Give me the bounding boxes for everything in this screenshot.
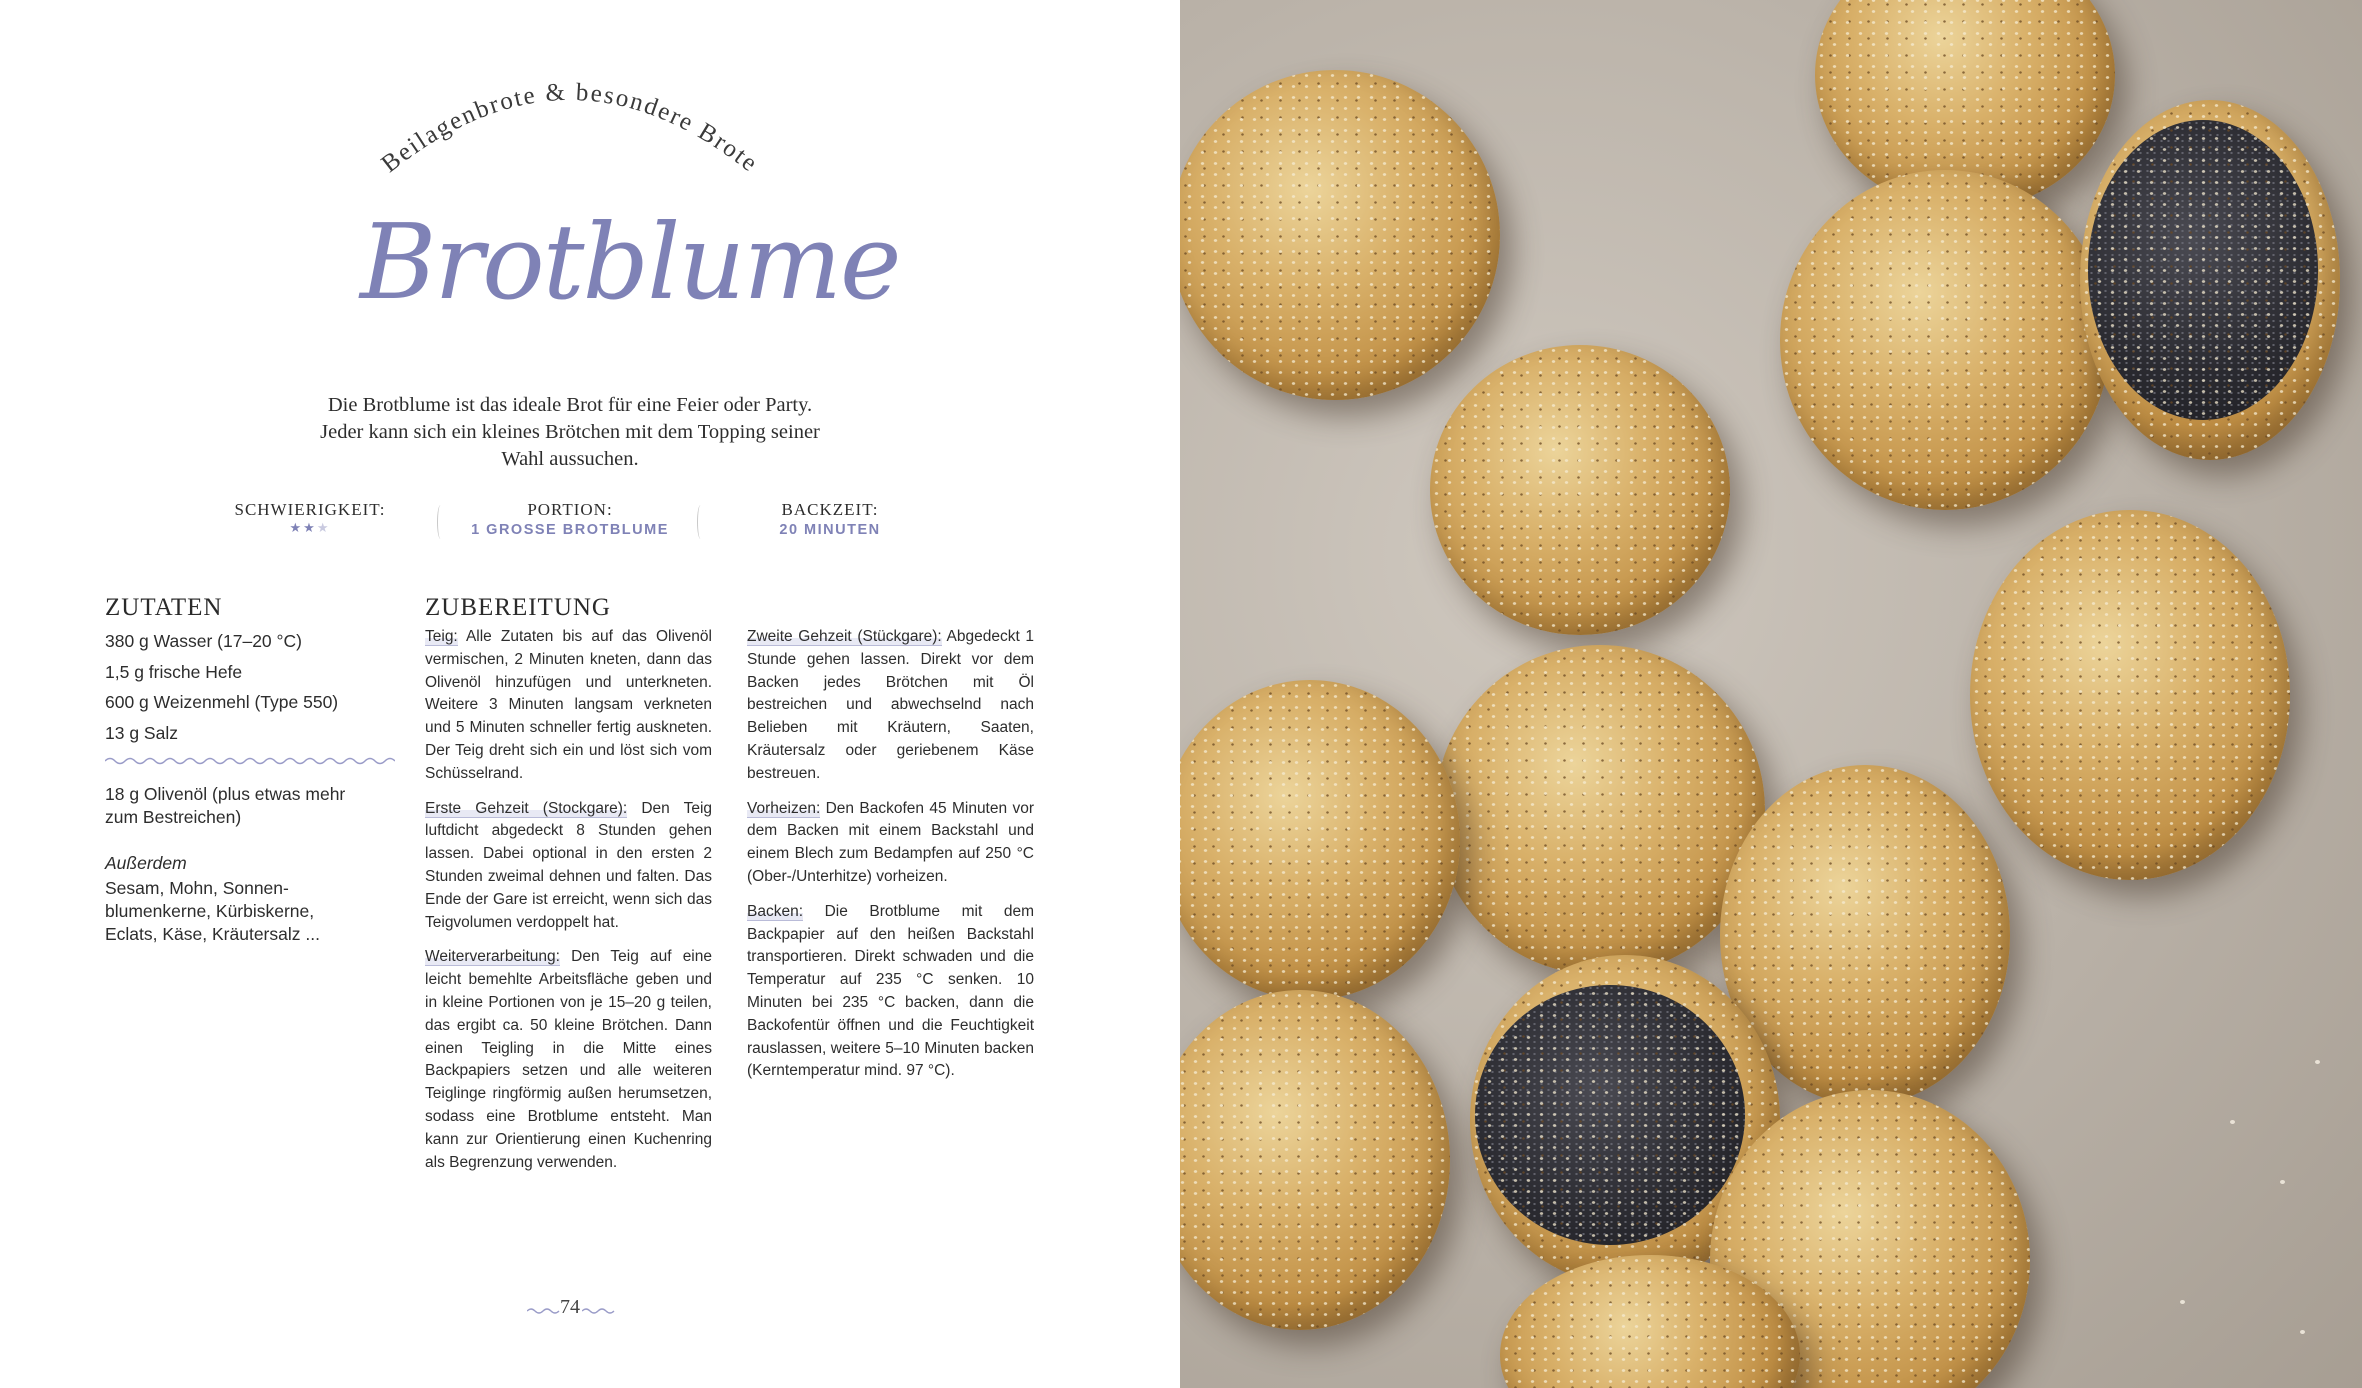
- step-text: Die Brotblume mit dem Backpapier auf den heißen Backstahl transportieren. Direkt schwaden und die Temperatur auf 235 °C senken. 10 Minuten bei 235 °C backen, dann die Backofentür öffnen und die Feuchtigkeit rauslassen, weitere 5–10 Minuten backen (Kerntemperatur mind. 97 °C).: [747, 902, 1034, 1080]
- step-text: Den Teig auf eine leicht bemehlte Arbeitsfläche geben und in kleine Portionen von je 15–20 g teilen, das ergibt ca. 50 kleine Brötchen. Dann einen Teigling in die Mitte eines Backpapiers setzen und alle weiteren Teiglinge ringförmig außen herumsetzen, sodass eine Brotblume entsteht. Man kann zur Orientierung einen Kuchenring als Begrenzung verwenden.: [425, 948, 712, 1171]
- crumb: [2180, 1300, 2185, 1304]
- ingredient-item: 600 g Weizenmehl (Type 550): [105, 692, 339, 712]
- svg-text:Beilagenbrote & besondere Brot: [377, 79, 764, 178]
- poppy-topping: [1475, 985, 1745, 1245]
- bread-roll: [1435, 645, 1765, 975]
- page-number: 74: [560, 1296, 580, 1318]
- step-text: Alle Zutaten bis auf das Olivenöl vermischen, 2 Minuten kneten, dann das Olivenöl hinzufügen und unterkneten. Weitere 3 Minuten langsam verkneten und 5 Minuten schneller fertig auskneten. Der Teig dreht sich ein und löst sich vom Schüsselrand.: [425, 628, 712, 782]
- bread-roll: [1180, 680, 1460, 1000]
- step-backen: [747, 901, 1034, 1083]
- section-title-text: Beilagenbrote & besondere Brote: [376, 78, 764, 179]
- extras-heading: Außerdem: [105, 853, 187, 873]
- crumb: [2300, 1330, 2305, 1334]
- difficulty-info: [215, 500, 405, 536]
- ingredients-heading: ZUTATEN: [105, 594, 223, 621]
- step-vorheizen: [747, 798, 1034, 889]
- intro-line: Die Brotblume ist das ideale Brot für eine Feier oder Party.: [327, 394, 813, 416]
- bread-roll: [1180, 990, 1450, 1330]
- step-weiterverarbeitung: [425, 946, 712, 1174]
- page-number-ornament: [582, 1307, 616, 1315]
- ingredient-item: 13 g Salz: [105, 722, 178, 743]
- preparation-column-2: [747, 626, 1034, 1095]
- bread-flower-photo: [1180, 0, 2362, 1388]
- star-icon: ★: [316, 520, 331, 535]
- extras-line: Sesam, Mohn, Sonnen-: [105, 878, 289, 898]
- step-label: Weiterverarbeitung:: [425, 948, 560, 966]
- intro-line: Jeder kann sich ein kleines Brötchen mit dem Topping seiner: [320, 421, 820, 443]
- crumb: [2315, 1060, 2320, 1064]
- preparation-heading: ZUBEREITUNG: [425, 594, 611, 621]
- ingredient-item: 18 g Olivenöl (plus etwas mehr: [105, 784, 346, 804]
- portion-info: [460, 500, 680, 538]
- bread-roll: [2080, 100, 2340, 460]
- step-erste-gehzeit: [425, 798, 712, 935]
- bread-roll: [1180, 70, 1500, 400]
- step-text: Den Backofen 45 Minuten vor dem Backen mit einem Backstahl und einem Blech zum Bedampfen auf 250 °C (Ober-/Unterhitze) vorheizen.: [747, 799, 1034, 885]
- bread-roll: [1430, 345, 1730, 635]
- step-zweite-gehzeit: [747, 626, 1034, 786]
- recipe-page: [0, 0, 1180, 1388]
- bake-time-value: 20 MINUTEN: [779, 522, 881, 538]
- recipe-intro: [245, 392, 895, 473]
- step-text: Den Teig luftdicht abgedeckt 8 Stunden gehen lassen. Dabei optional in den ersten 2 Stunden zweimal dehnen und falten. Das Ende der Gare ist erreicht, wenn sich das Teigvolumen verdoppelt hat.: [425, 799, 713, 931]
- extras-line: Eclats, Käse, Kräutersalz ...: [105, 924, 320, 944]
- crumb: [2280, 1180, 2285, 1184]
- crumb: [2230, 1120, 2235, 1124]
- difficulty-stars: [215, 520, 405, 536]
- section-title: [330, 50, 810, 200]
- step-label: Zweite Gehzeit (Stückgare):: [747, 628, 942, 645]
- star-icon: ★: [289, 520, 304, 535]
- star-icon: ★: [303, 520, 317, 535]
- preparation-column-1: [425, 626, 712, 1186]
- step-teig: [425, 626, 712, 786]
- bread-roll: [1970, 510, 2290, 880]
- step-text: Abgedeckt 1 Stunde gehen lassen. Direkt vor dem Backen jedes Brötchen mit Öl bestreichen und abwechselnd nach Belieben mit Kräutern, Saaten, Kräutersalz oder geriebenem Käse bestreuen.: [747, 628, 1034, 782]
- ingredient-item: zum Bestreichen): [105, 807, 242, 827]
- step-label: Backen:: [747, 902, 804, 920]
- bake-time-info: [735, 500, 925, 538]
- bake-time-label: BACKZEIT:: [781, 500, 879, 519]
- extras-line: blumenkerne, Kürbiskerne,: [105, 901, 315, 921]
- portion-value: 1 GROSSE BROTBLUME: [471, 522, 669, 538]
- difficulty-label: SCHWIERIGKEIT:: [234, 500, 386, 519]
- recipe-title: Brotblume: [360, 201, 900, 323]
- step-label: Erste Gehzeit (Stockgare):: [425, 799, 628, 817]
- step-label: Vorheizen:: [747, 799, 821, 817]
- ingredient-item: 380 g Wasser (17–20 °C): [105, 631, 302, 651]
- wave-divider: [105, 756, 395, 766]
- intro-line: Wahl aussuchen.: [501, 448, 639, 470]
- divider: [697, 505, 704, 539]
- bread-roll: [1780, 170, 2110, 510]
- ingredient-item: 1,5 g frische Hefe: [105, 661, 243, 682]
- poppy-topping: [2088, 120, 2318, 420]
- ingredients-list: [105, 626, 405, 946]
- divider: [437, 505, 444, 539]
- portion-label: PORTION:: [527, 500, 613, 519]
- step-label: Teig:: [425, 628, 458, 645]
